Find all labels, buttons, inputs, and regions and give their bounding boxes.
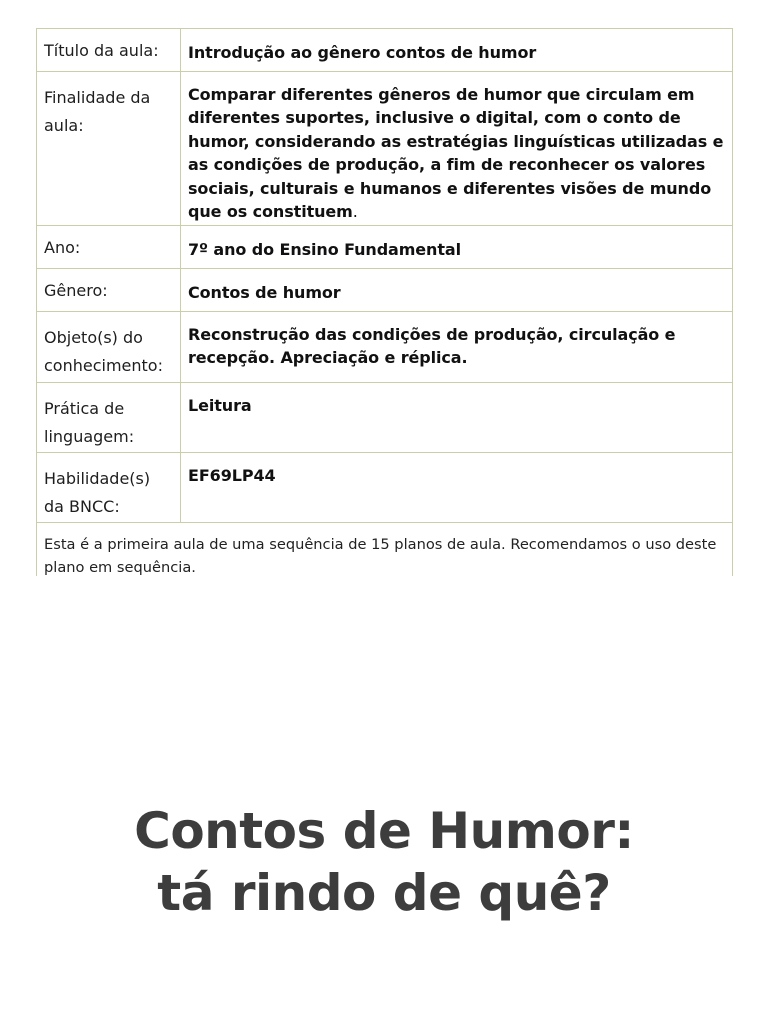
row-label: Finalidade da aula: [37, 72, 181, 226]
row-value: 7º ano do Ensino Fundamental [181, 226, 733, 269]
sequence-note: Esta é a primeira aula de uma sequência de 15 planos de aula. Recomendamos o uso deste plano em sequência. [37, 523, 733, 577]
headline-line-2: tá rindo de quê? [157, 864, 611, 922]
lesson-plan-card [36, 28, 733, 576]
row-value [181, 72, 733, 226]
table-row-pratica [37, 383, 733, 453]
row-value: Leitura [181, 383, 733, 453]
row-value: Contos de humor [181, 269, 733, 312]
table-row-ano [37, 226, 733, 269]
table-row-titulo [37, 29, 733, 72]
row-label: Prática de linguagem: [37, 383, 181, 453]
table-row-genero [37, 269, 733, 312]
row-label: Título da aula: [37, 29, 181, 72]
row-value: EF69LP44 [181, 453, 733, 523]
headline-line-1: Contos de Humor: [134, 802, 634, 860]
table-row-note [37, 523, 733, 577]
table-row-objeto [37, 312, 733, 383]
table-row-habilidade [37, 453, 733, 523]
row-label: Habilidade(s) da BNCC: [37, 453, 181, 523]
row-label: Objeto(s) do conhecimento: [37, 312, 181, 383]
row-value: Reconstrução das condições de produção, circulação e recepção. Apreciação e réplica. [181, 312, 733, 383]
row-value: Introdução ao gênero contos de humor [181, 29, 733, 72]
page-headline [0, 800, 768, 924]
row-value-period: . [352, 202, 358, 222]
lesson-plan-table [36, 28, 733, 576]
table-row-finalidade [37, 72, 733, 226]
row-value-text: Comparar diferentes gêneros de humor que circulam em diferentes suportes, inclusive o digital, com o conto de humor, considerando as estratégias linguísticas utilizadas e as condições de produção, a fim de reconhecer os valores sociais, culturais e humanos e diferentes visões de mundo que os constituem [188, 85, 724, 222]
row-label: Gênero: [37, 269, 181, 312]
row-label: Ano: [37, 226, 181, 269]
